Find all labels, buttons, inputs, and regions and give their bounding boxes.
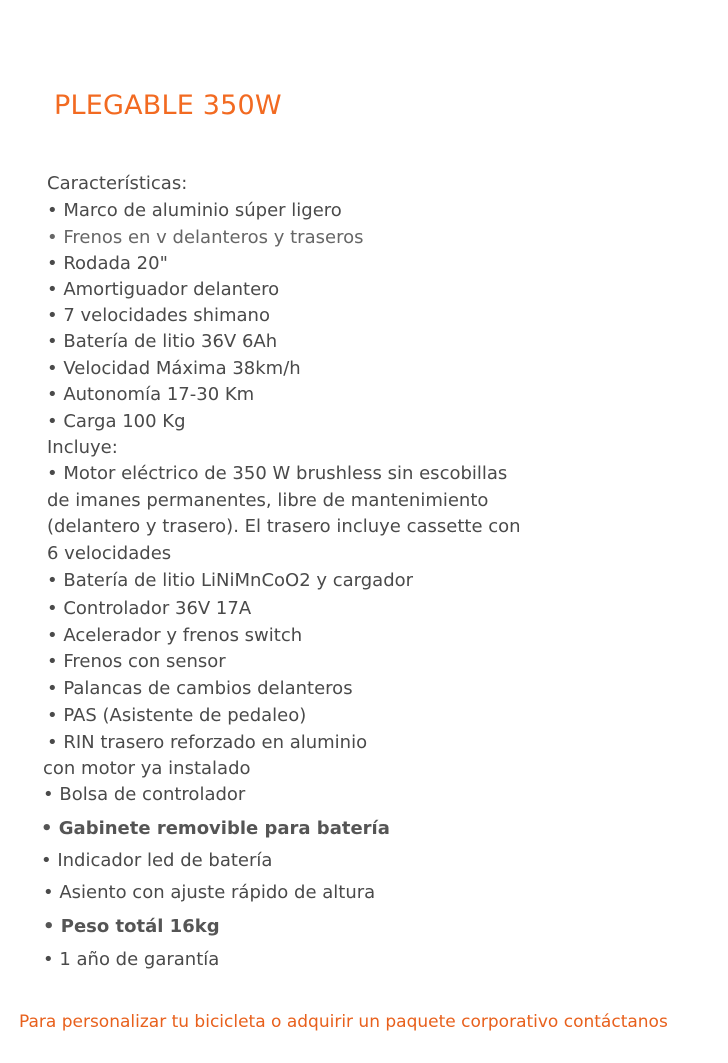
list-item: • Controlador 36V 17A (47, 598, 252, 619)
list-item: • Rodada 20" (47, 253, 168, 274)
list-item: • Peso totál 16kg (43, 916, 220, 937)
characteristics-heading: Características: (47, 173, 188, 194)
list-item: • Carga 100 Kg (47, 411, 186, 432)
list-item: • 1 año de garantía (43, 949, 220, 970)
list-item: • Frenos con sensor (47, 651, 226, 672)
footer-contact-text: Para personalizar tu bicicleta o adquirir un paquete corporativo contáctanos (19, 1012, 668, 1032)
list-item: • Amortiguador delantero (47, 279, 280, 300)
list-item: • Motor eléctrico de 350 W brushless sin escobillas (47, 463, 508, 484)
list-item: 6 velocidades (47, 543, 172, 564)
list-item: • Batería de litio LiNiMnCoO2 y cargador (47, 570, 414, 591)
list-item: • Bolsa de controlador (43, 784, 246, 805)
list-item: • Indicador led de batería (41, 850, 273, 871)
page-title: PLEGABLE 350W (54, 90, 282, 121)
list-item: • Asiento con ajuste rápido de altura (43, 882, 376, 903)
includes-heading: Incluye: (47, 437, 118, 458)
list-item: • RIN trasero reforzado en aluminio (47, 732, 368, 753)
list-item: (delantero y trasero). El trasero incluye cassette con (47, 516, 521, 537)
list-item: • Gabinete removible para batería (41, 818, 390, 839)
list-item: • PAS (Asistente de pedaleo) (47, 705, 307, 726)
list-item: • Batería de litio 36V 6Ah (47, 331, 278, 352)
list-item: • Acelerador y frenos switch (47, 625, 303, 646)
list-item: • Autonomía 17-30 Km (47, 384, 255, 405)
list-item: con motor ya instalado (43, 758, 251, 779)
list-item: • 7 velocidades shimano (47, 305, 270, 326)
list-item: • Marco de aluminio súper ligero (47, 200, 342, 221)
list-item: • Velocidad Máxima 38km/h (47, 358, 301, 379)
list-item: • Palancas de cambios delanteros (47, 678, 353, 699)
list-item: de imanes permanentes, libre de mantenimiento (47, 490, 489, 511)
list-item: • Frenos en v delanteros y traseros (47, 227, 364, 248)
